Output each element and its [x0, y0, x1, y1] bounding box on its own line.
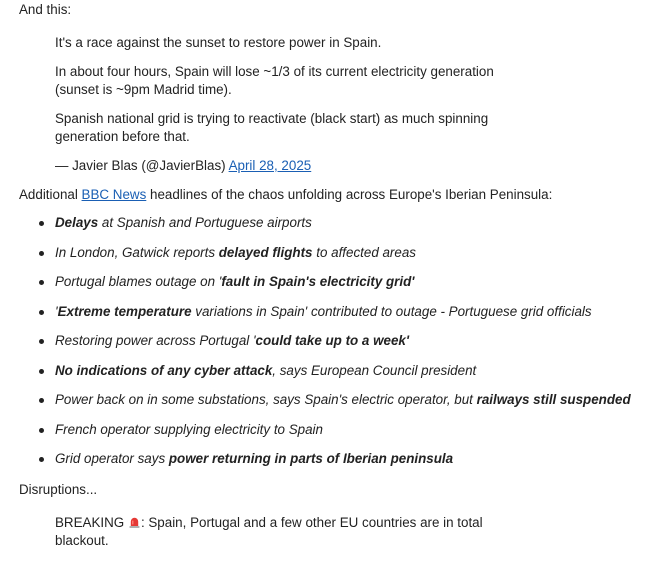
breaking-label: BREAKING	[55, 514, 125, 530]
quote-paragraph-2-line-2: (sunset is ~9pm Madrid time).	[55, 82, 232, 97]
siren-icon	[129, 516, 140, 528]
quote-paragraph-3-line-2: generation before that.	[55, 129, 190, 144]
quote-paragraph-1: It's a race against the sunset to restore power in Spain.	[55, 35, 382, 50]
bbc-news-link[interactable]: BBC News	[81, 187, 147, 202]
list-item: 'Extreme temperature variations in Spain' contributed to outage - Portuguese grid officials	[39, 303, 641, 333]
quote-paragraph-3-line-1: Spanish national grid is trying to reactivate (black start) as much spinning	[55, 111, 489, 126]
list-item: No indications of any cyber attack, says European Council president	[39, 362, 641, 392]
tweet-date-link[interactable]: April 28, 2025	[228, 158, 312, 173]
list-item: Portugal blames outage on 'fault in Spain's electricity grid'	[39, 273, 641, 303]
intro-text: And this:	[19, 2, 72, 17]
quote-paragraph-3	[55, 110, 525, 146]
attribution-author: — Javier Blas (@JavierBlas)	[55, 158, 226, 173]
quote-attribution	[55, 157, 525, 175]
embedded-quote	[55, 34, 525, 175]
disruptions-text: Disruptions...	[19, 481, 98, 497]
additional-before: Additional	[19, 187, 82, 202]
list-item: Power back on in some substations, says Spain's electric operator, but railways still suspended	[39, 391, 641, 421]
additional-after: headlines of the chaos unfolding across Europe's Iberian Peninsula:	[146, 187, 553, 202]
breaking-quote	[55, 514, 525, 550]
list-item: Grid operator says power returning in parts of Iberian peninsula	[39, 450, 641, 480]
list-item: Restoring power across Portugal 'could take up to a week'	[39, 332, 641, 362]
headline-list	[19, 214, 641, 480]
list-item: French operator supplying electricity to Spain	[39, 421, 641, 451]
list-item: In London, Gatwick reports delayed flights to affected areas	[39, 244, 641, 274]
additional-headlines-intro	[19, 186, 641, 204]
quote-paragraph-2-line-1: In about four hours, Spain will lose ~1/3 of its current electricity generation	[55, 64, 494, 79]
list-item: Delays at Spanish and Portuguese airports	[39, 214, 641, 244]
breaking-text-line-1: : Spain, Portugal and a few other EU countries are in total	[140, 514, 483, 530]
breaking-text-line-2: blackout.	[55, 532, 109, 548]
article-body	[19, 0, 641, 550]
quote-paragraph-2	[55, 63, 525, 99]
